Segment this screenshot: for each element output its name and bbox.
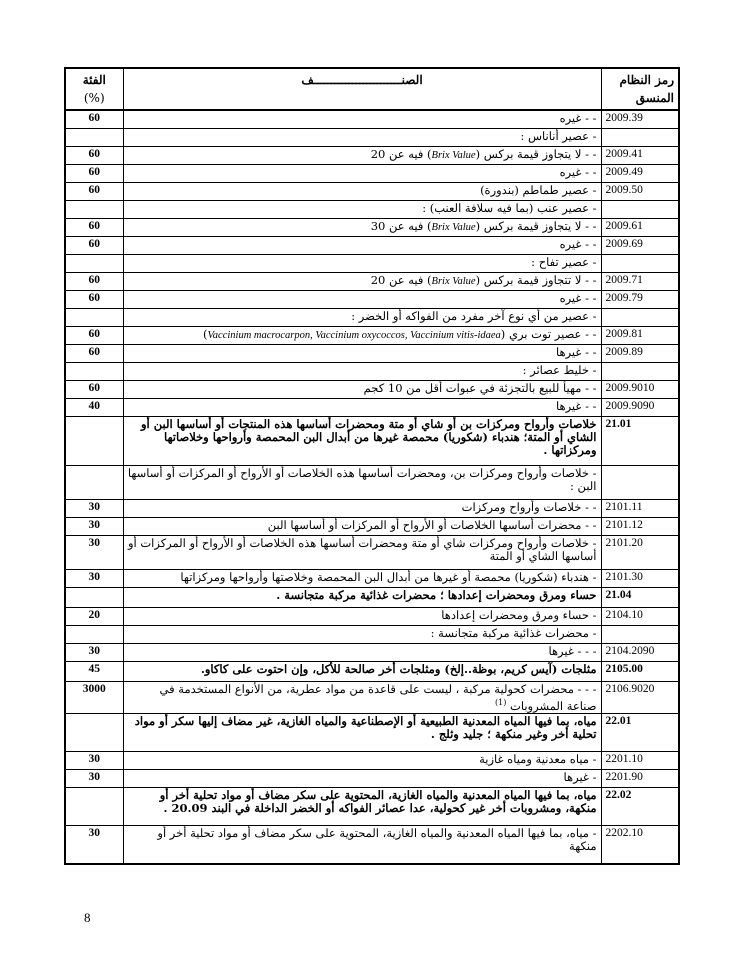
description-text: - - غيرها (556, 398, 597, 413)
table-body (65, 110, 679, 864)
description-text: - محضرات غذائية مركبة متجانسة : (430, 625, 597, 640)
hs-code-cell: 2009.39 (601, 110, 679, 128)
rate-cell (65, 416, 123, 465)
description-cell (123, 272, 601, 290)
hs-code-cell: 2009.49 (601, 164, 679, 182)
rate-cell: 20 (65, 607, 123, 625)
header-description: الصنـــــــــــــــــــــــــف (123, 68, 601, 110)
rate-cell (65, 714, 123, 752)
rate-cell: 30 (65, 517, 123, 535)
rate-cell: 60 (65, 164, 123, 182)
table-row (65, 661, 679, 681)
description-text: - - غيره (559, 164, 597, 179)
description-cell (123, 643, 601, 661)
table-row (65, 788, 679, 826)
description-text: - عصير من أي نوع آخر مفرد من الفواكه أو الخضر : (351, 308, 597, 323)
table-row (65, 535, 679, 569)
hs-code-cell: 2201.10 (601, 752, 679, 770)
rate-cell: 60 (65, 236, 123, 254)
description-cell (123, 625, 601, 643)
hs-code-cell: 2105.00 (601, 661, 679, 681)
description-text: - عصير عنب (بما فيه سلافة العنب) : (422, 200, 597, 215)
description-text: - - محضرات أساسها الخلاصات أو الأرواح أو المركزات أو أساسها البن (267, 517, 597, 532)
table-row (65, 236, 679, 254)
table-row (65, 625, 679, 643)
description-text: - - غيره (559, 236, 597, 251)
description-cell (123, 587, 601, 607)
table-row (65, 218, 679, 236)
hs-code-cell: 2101.12 (601, 517, 679, 535)
hs-code-cell: 2009.81 (601, 326, 679, 344)
description-cell (123, 517, 601, 535)
hs-code-cell (601, 200, 679, 218)
table-row (65, 290, 679, 308)
description-text: - عصير أناناس : (520, 128, 597, 143)
header-rate-label: الفئة (82, 73, 106, 87)
hs-code-cell: 2009.69 (601, 236, 679, 254)
hs-code-cell: 2202.10 (601, 826, 679, 864)
description-cell (123, 326, 601, 344)
description-text: - حساء ومرق ومحضرات إعدادها (441, 607, 597, 622)
table-row (65, 182, 679, 200)
table-row (65, 146, 679, 164)
rate-cell: 3000 (65, 681, 123, 714)
rate-cell: 30 (65, 643, 123, 661)
table-row (65, 607, 679, 625)
hs-code-cell: 2104.10 (601, 607, 679, 625)
rate-cell (65, 308, 123, 326)
rate-cell (65, 465, 123, 499)
table-row (65, 362, 679, 380)
table-row (65, 416, 679, 465)
rate-cell: 30 (65, 535, 123, 569)
hs-code-cell (601, 362, 679, 380)
latin-term: Brix Value (431, 275, 476, 287)
rate-cell: 45 (65, 661, 123, 681)
hs-code-cell: 2104.2090 (601, 643, 679, 661)
table-row (65, 128, 679, 146)
description-cell (123, 416, 601, 465)
description-cell (123, 681, 601, 714)
description-text: - غيرها (563, 770, 597, 785)
description-cell (123, 200, 601, 218)
hs-code-cell: 2101.20 (601, 535, 679, 569)
footnote-marker: (1) (495, 697, 507, 707)
table-row (65, 569, 679, 587)
rate-cell (65, 362, 123, 380)
table-row (65, 643, 679, 661)
header-rate-unit: (%) (83, 91, 105, 105)
description-cell (123, 535, 601, 569)
description-text: - - لا تتجاوز قيمة بركس (Brix Value) فيه عن 20 (370, 272, 597, 287)
description-cell (123, 362, 601, 380)
header-code: رمز النظام المنسق (601, 68, 679, 110)
hs-code-cell: 2101.30 (601, 569, 679, 587)
description-cell (123, 254, 601, 272)
description-text: - - خلاصات وأرواح ومركزات (461, 499, 597, 514)
table-row (65, 380, 679, 398)
rate-cell: 60 (65, 182, 123, 200)
description-text: - مياه معدنية ومياه غازية (479, 752, 597, 767)
hs-code-cell: 2009.71 (601, 272, 679, 290)
hs-code-cell: 21.01 (601, 416, 679, 465)
hs-code-cell: 2009.79 (601, 290, 679, 308)
hs-code-cell: 2201.90 (601, 770, 679, 788)
hs-code-cell: 2009.9090 (601, 398, 679, 416)
description-text: - مياه، بما فيها المياه المعدنية والمياه الغازية، المحتوية على سكر مضاف أو مواد تحلية أخر أو منكهة (157, 826, 597, 854)
description-text: - هندباء (شكوريا) محمصة أو غيرها من أبدال البن المحمصة وخلاصتها وأرواحها ومركزاتها (180, 569, 597, 584)
hs-code-cell: 2009.50 (601, 182, 679, 200)
description-text: خلاصات وأرواح ومركزات بن أو شاي أو متة ومحضرات أساسها هذه المنتجات أو أساسها البن أو الشاي أو المتة؛ هندباء (شكوريا) محمصة غيرها من أبدال البن المحمصة وأرواحها وخلاصاتها ومركزاتها . (141, 416, 597, 457)
rate-cell: 60 (65, 110, 123, 128)
hs-code-cell: 2009.89 (601, 344, 679, 362)
rate-cell: 30 (65, 499, 123, 517)
description-cell (123, 164, 601, 182)
description-text: - عصير طماطم (بندورة) (480, 182, 597, 197)
rate-cell (65, 625, 123, 643)
description-cell (123, 788, 601, 826)
rate-cell: 60 (65, 146, 123, 164)
description-cell (123, 714, 601, 752)
rate-cell (65, 788, 123, 826)
hs-code-cell: 22.01 (601, 714, 679, 752)
hs-code-cell: 22.02 (601, 788, 679, 826)
description-text: - - لا يتجاوز قيمة بركس (Brix Value) فيه عن 20 (370, 146, 597, 161)
table-row (65, 110, 679, 128)
table-row (65, 826, 679, 864)
rate-cell: 60 (65, 344, 123, 362)
description-text: - - غيره (559, 111, 597, 125)
hs-code-cell (601, 128, 679, 146)
rate-cell: 30 (65, 752, 123, 770)
description-cell (123, 308, 601, 326)
header-rate (65, 68, 123, 110)
rate-cell (65, 200, 123, 218)
table-row (65, 326, 679, 344)
rate-cell: 60 (65, 290, 123, 308)
description-text: - - لا يتجاوز قيمة بركس (Brix Value) فيه عن 30 (370, 218, 597, 233)
hs-code-cell (601, 465, 679, 499)
table-header-row (65, 68, 679, 110)
rate-cell: 60 (65, 380, 123, 398)
description-text: - خليط عصائر : (522, 362, 597, 377)
description-text: مياه، بما فيها المياه المعدنية الطبيعية أو الإصطناعية والمياه الغازية، غير مضاف إليها سكر أو مواد تحلية أخر وغير منكهة ؛ جليد وثلج . (134, 714, 597, 742)
description-text: - خلاصات وأرواح ومركزات بن، ومحضرات أساسها هذه الخلاصات أو الأرواح أو المركزات أو أساسها البن : (127, 465, 597, 493)
description-cell (123, 607, 601, 625)
description-text: - - غيره (559, 290, 597, 305)
latin-term: Brix Value (431, 149, 476, 161)
rate-cell (65, 587, 123, 607)
description-text: - - غيرها (556, 344, 597, 359)
description-cell (123, 569, 601, 587)
rate-cell: 40 (65, 398, 123, 416)
description-cell (123, 110, 601, 128)
table-row (65, 681, 679, 714)
table-row (65, 164, 679, 182)
table-row (65, 752, 679, 770)
description-cell (123, 752, 601, 770)
description-text: - - مهيأ للبيع بالتجزئة في عبوات أقل من 10 كجم (363, 380, 597, 395)
table-row (65, 499, 679, 517)
hs-code-cell (601, 254, 679, 272)
tariff-table (64, 67, 680, 865)
table-row (65, 254, 679, 272)
description-text: - عصير تفاح : (531, 254, 597, 269)
description-text: - - عصير توت بري (Vaccinium macrocarpon, Vaccinium oxycoccos, Vaccinium vitis-idaea) (203, 326, 597, 341)
page-number: 8 (84, 910, 91, 925)
description-text: مياه، بما فيها المياه المعدنية والمياه الغازية، المحتوية على سكر مضاف أو مواد تحلية أخر أو منكهة، ومشروبات أخر غير كحولية، عدا عصائر الفواكه أو الخضر الداخلة في البند 20.09 . (159, 788, 597, 816)
rate-cell (65, 254, 123, 272)
description-cell (123, 380, 601, 398)
hs-code-cell: 2009.9010 (601, 380, 679, 398)
hs-code-cell (601, 625, 679, 643)
hs-code-cell: 2009.41 (601, 146, 679, 164)
description-cell (123, 146, 601, 164)
description-cell (123, 826, 601, 864)
table-row (65, 587, 679, 607)
description-cell (123, 465, 601, 499)
rate-cell: 60 (65, 272, 123, 290)
description-cell (123, 770, 601, 788)
description-text: - - - غيرها (548, 643, 597, 658)
description-cell (123, 499, 601, 517)
description-cell (123, 398, 601, 416)
rate-cell (65, 128, 123, 146)
description-text: - - - محضرات كحولية مركبة ، ليست على قاعدة من مواد عطرية، من الأنواع المستخدمة في صناعة المشروبات (159, 681, 597, 713)
table-row (65, 465, 679, 499)
hs-code-cell: 2101.11 (601, 499, 679, 517)
description-cell (123, 661, 601, 681)
rate-cell: 60 (65, 326, 123, 344)
description-cell (123, 218, 601, 236)
description-cell (123, 182, 601, 200)
table-row (65, 308, 679, 326)
rate-cell: 30 (65, 770, 123, 788)
description-text: - خلاصات وأرواح ومركزات شاي أو متة ومحضرات أساسها هذه الخلاصات أو الأرواح أو المركزات أو أساسها الشاي أو المتة (127, 535, 597, 563)
description-text: حساء ومرق ومحضرات إعدادها ؛ محضرات غذائية مركبة متجانسة . (276, 587, 597, 602)
description-cell (123, 128, 601, 146)
table-row (65, 398, 679, 416)
table-row (65, 344, 679, 362)
description-cell (123, 344, 601, 362)
hs-code-cell (601, 308, 679, 326)
hs-code-cell: 21.04 (601, 587, 679, 607)
rate-cell: 60 (65, 218, 123, 236)
table-row (65, 517, 679, 535)
latin-term: Vaccinium macrocarpon, Vaccinium oxycoccos, Vaccinium vitis-idaea (207, 329, 501, 341)
table-row (65, 200, 679, 218)
table-row (65, 272, 679, 290)
description-text: مثلجات (آيس كريم، بوظة..إلخ) ومثلجات أخر صالحة للأكل، وإن احتوت على كاكاو. (200, 661, 597, 676)
table-row (65, 770, 679, 788)
rate-cell: 30 (65, 569, 123, 587)
table-row (65, 714, 679, 752)
hs-code-cell: 2009.61 (601, 218, 679, 236)
latin-term: Brix Value (431, 221, 476, 233)
description-cell (123, 236, 601, 254)
hs-code-cell: 2106.9020 (601, 681, 679, 714)
description-cell (123, 290, 601, 308)
rate-cell: 30 (65, 826, 123, 864)
